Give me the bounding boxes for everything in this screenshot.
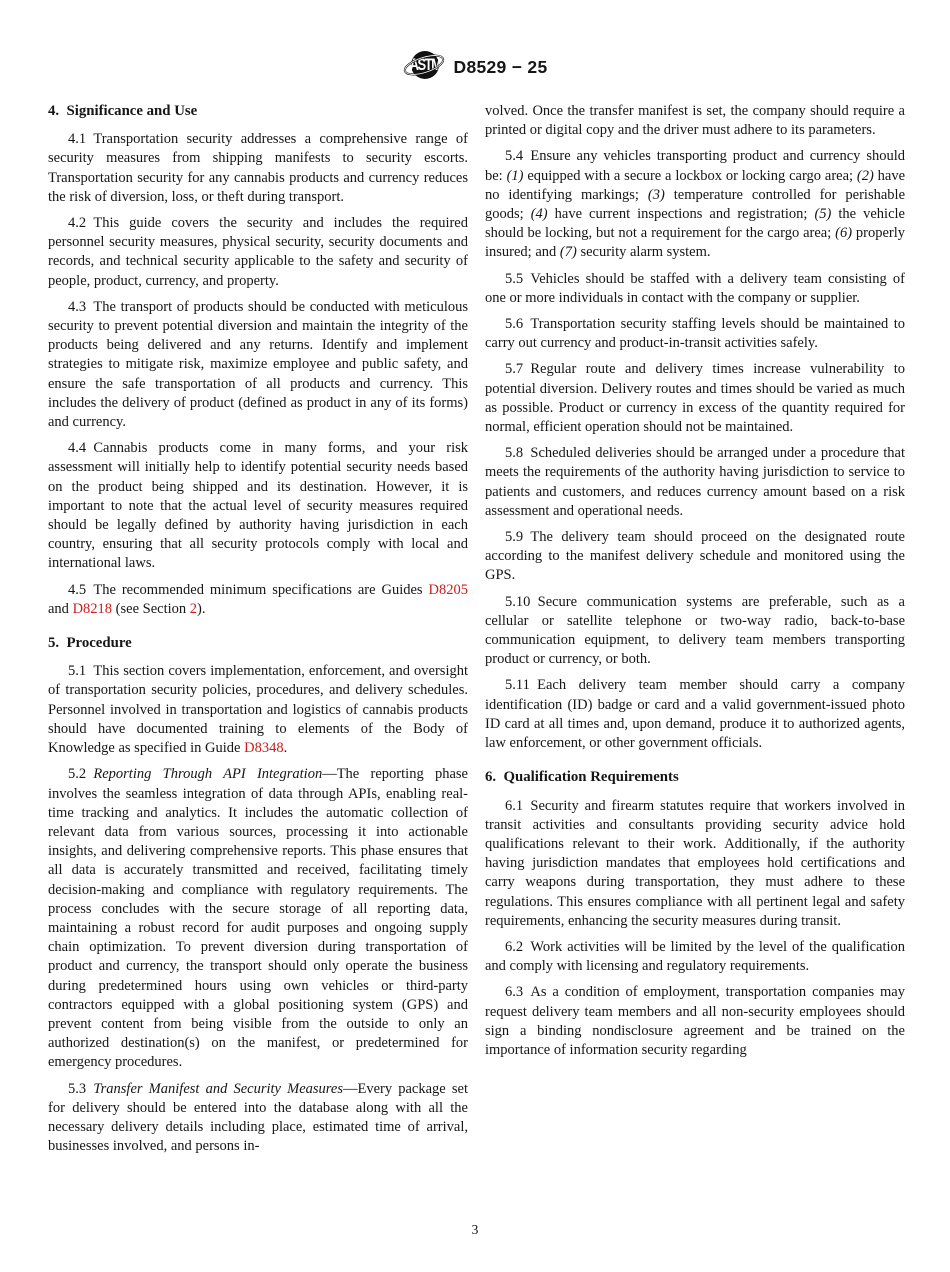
paragraph-5.2 (48, 765, 468, 1072)
text-run: the vehicle should be locking, but not a requirement for the cargo area; (485, 206, 905, 242)
italic-text: (6) (835, 225, 853, 242)
text-run: 5.10 Secure communication systems are preferable, such as a cellular or satellite telephone or two-way radio, back-to-base communication equipment, to delivery team members transporting product or currency, or both. (485, 593, 905, 668)
reference-link-D8218[interactable]: D8218 (72, 600, 113, 617)
paragraph-4.2 (48, 214, 468, 291)
text-run: have no identifying markings; (485, 167, 906, 203)
paragraph-6.1 (485, 797, 905, 931)
paragraph-5.5 (485, 270, 905, 308)
text-run: 4.4 Cannabis products come in many forms, and your risk assessment will initially help to identify potential security needs based on the product being shipped and its destination. However, it is important to note that the actual level of security measures required should be legally defined by authority having jurisdiction in each country, ensuring that all security protocols comply with local and international laws. (48, 440, 468, 572)
text-run: 6.3 As a condition of employment, transportation companies may request delivery team members and all non-security employees should sign a binding nondisclosure agreement and be trained on the importance of information security regarding (485, 984, 905, 1058)
paragraph-4.1 (48, 130, 468, 207)
paragraph-6.3 (485, 983, 905, 1060)
section-heading-sec-4: 4. Significance and Use (48, 103, 198, 119)
italic-text: (2) (856, 167, 874, 184)
paragraph-6.2 (485, 938, 905, 976)
text-run: 4.5 The recommended minimum specifications are Guides (68, 581, 429, 598)
text-run: 6.2 Work activities will be limited by the level of the qualification and comply with licensing and regulatory requirements. (485, 938, 905, 975)
paragraph-5.3 (48, 1080, 468, 1157)
paragraph-5.1 (48, 662, 468, 758)
text-run: properly insured; and (485, 225, 906, 261)
text-run: 5.5 Vehicles should be staffed with a delivery team consisting of one or more individuals in contact with the company or supplier. (485, 270, 905, 306)
paragraph-5.4 (485, 147, 905, 262)
text-run: —Every package set for delivery should be entered into the database along with all the necessary delivery details including place, estimated time of arrival, businesses involved, and persons in- (48, 1080, 468, 1155)
reference-link-D8205[interactable]: D8205 (428, 581, 468, 598)
text-run: 4.2 This guide covers the security and includes the required personnel security measures, physical security, security documents and records, and technical security applicable to the safety and security of people, product, currency, and property. (48, 215, 468, 289)
text-run: 5.6 Transportation security staffing levels should be maintained to carry out currency and product-in-transit activities safely. (485, 316, 905, 352)
text-run: equipped with a secure a lockbox or locking cargo area; (523, 167, 857, 184)
italic-text: (1) (506, 167, 524, 184)
italic-text: (7) (559, 244, 577, 261)
paragraph-5.9 (485, 528, 905, 586)
left-column (48, 102, 468, 1163)
text-run: (see Section (112, 600, 190, 617)
document-code: D8529 − 25 (453, 57, 548, 77)
two-column-body (0, 102, 950, 1163)
paragraph-5.10 (485, 593, 905, 670)
paragraph-5.8 (485, 444, 905, 521)
text-run: . (283, 740, 288, 757)
paragraph-5.3-cont (485, 102, 905, 140)
astm-logo-icon (403, 46, 445, 89)
text-run: 4.1 Transportation security addresses a comprehensive range of security measures from shipping manifests to security escorts. Transportation security for any cannabis products and currency reduces the risk of diversion, loss, or theft during transport. (48, 131, 468, 205)
right-column (485, 102, 905, 1163)
paragraph-5.6 (485, 315, 905, 353)
text-run: and (48, 600, 73, 617)
document-header (0, 0, 950, 89)
text-run: 5.4 Ensure any vehicles transporting product and currency should be: (485, 148, 905, 184)
text-run: 5.7 Regular route and delivery times increase vulnerability to potential diversion. Delivery routes and times should be varied as much as possible. Product or currency in excess of the quantity required for normal, efficient operation should not be maintained. (485, 361, 905, 436)
page-number: 3 (471, 1222, 479, 1237)
italic-text: (3) (647, 186, 665, 203)
text-run: 4.3 The transport of products should be conducted with meticulous security to prevent potential diversion and maintain the integrity of the products being delivered and any returns. Identify and implement strategies to mitigate risk, maximize employee and public safety, and ensure the safe transportation of all products and currency. This includes the delivery of product (defined as product in any of its forms) and currency. (48, 298, 468, 431)
text-run: 5.11 Each delivery team member should carry a company identification (ID) badge or card and a valid government-issued photo ID card at all times and, upon demand, produce it to authorized agents, law enforcement, or other government officials. (485, 677, 905, 752)
paragraph-4.4 (48, 439, 468, 573)
reference-link-D8348[interactable]: D8348 (244, 740, 284, 757)
section-heading-sec-6: 6. Qualification Requirements (485, 769, 679, 786)
svg-text:ASTM: ASTM (409, 56, 440, 75)
text-run: have current inspections and registration; (547, 206, 815, 223)
text-run: temperature controlled for perishable goods; (485, 186, 906, 223)
text-run: 6.1 Security and firearm statutes require that workers involved in transit activities and consultants providing security advice hold qualifications relevant to their work. Additionally, if the authority having jurisdiction mandates that employees hold certifications and carry weapons during transportation, they must adhere to these regulations. This ensures compliance with all pertinent legal and safety requirements, enhancing the security measures during transit. (485, 797, 905, 929)
text-run: 5.3 (68, 1080, 94, 1097)
italic-text: (4) (530, 206, 548, 223)
paragraph-5.11 (485, 676, 905, 753)
text-run: ). (197, 600, 206, 617)
text-run: 5.9 The delivery team should proceed on the designated route according to the manifest delivery schedule and monitored using the GPS. (485, 529, 905, 584)
paragraph-4.5 (48, 581, 468, 619)
page-footer (0, 1222, 950, 1238)
italic-text: Transfer Manifest and Security Measures (93, 1080, 343, 1097)
italic-text: (5) (814, 206, 832, 223)
text-run: volved. Once the transfer manifest is set, the company should require a printed or digital copy and the driver must adhere to its parameters. (485, 103, 905, 139)
paragraph-5.7 (485, 360, 905, 437)
section-heading-sec-5: 5. Procedure (48, 635, 132, 652)
text-run: 5.1 This section covers implementation, enforcement, and oversight of transportation security policies, procedures, and delivery schedules. Personnel involved in transportation and logistics of cannabis products should have documented training to elements of the Body of Knowledge as specified in Guide (48, 663, 468, 757)
text-run: 5.2 (68, 766, 94, 783)
italic-text: Reporting Through API Integration (93, 766, 323, 783)
text-run: 5.8 Scheduled deliveries should be arranged under a procedure that meets the requirements of the authority having jurisdiction to service to patients and customers, and reduces currency amount based on a risk assessment and operational needs. (485, 445, 905, 519)
paragraph-4.3 (48, 298, 468, 432)
text-run: security alarm system. (576, 244, 711, 261)
text-run: —The reporting phase involves the seamless integration of data through APIs, enabling real-time tracking and analytics. It includes the automatic collection of relevant data from various sources, processing it into actionable insights, and delivering comprehensive reports. This phase ensures that all data is accurately transmitted and received, facilitating timely decision-making and compliance with regulatory requirements. The process concludes with the secure storage of all reporting data, maintaining a robust record for audit purposes and ongoing supply chain optimization. To prevent diversion during transportation of product and currency, the transport should only operate the business during predetermined hours using own vehicles or third-party contractors equipped with a global positioning system (GPS) and prevent content from being visible from the outside to only an authorized destination(s) on the manifest, or predetermined for emergency procedures. (48, 766, 468, 1071)
reference-link-2[interactable]: 2 (189, 600, 198, 617)
